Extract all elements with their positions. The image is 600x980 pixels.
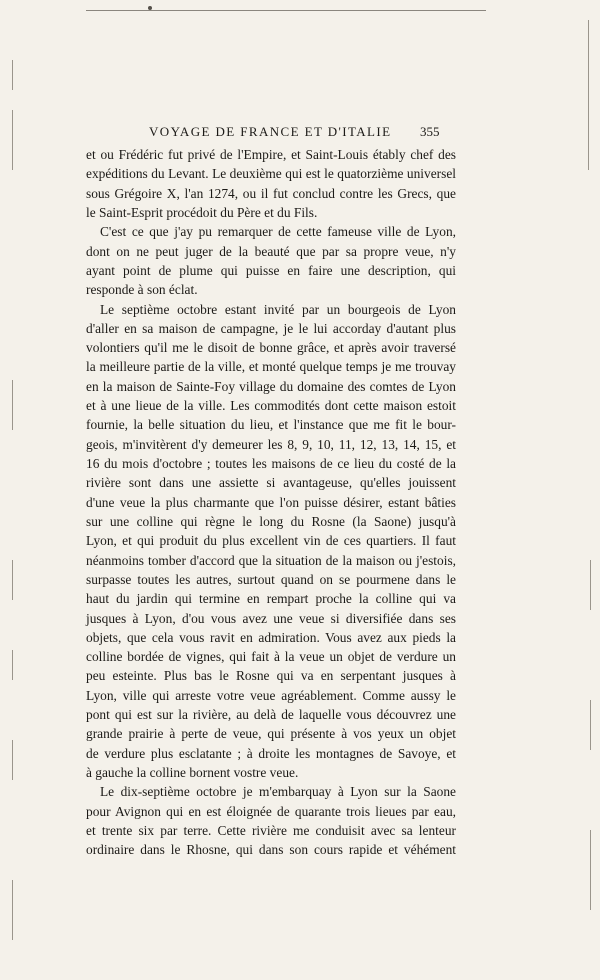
text-line: et trente six par terre. Cette rivière me conduisit avec sa lenteur	[86, 822, 456, 838]
text-line: grande prairie à perte de veue, qui présente à vos yeux un objet	[86, 726, 456, 742]
paragraph	[86, 222, 456, 299]
left-margin-line	[12, 650, 13, 680]
text-line: le Saint-Esprit procédoit du Père et du Fils.	[86, 204, 318, 220]
text-line: jusques à Lyon, d'ou vous avez une veue si diversifiée dans ses	[86, 610, 456, 626]
text-line: pont qui est sur la rivière, au delà de laquelle vous découvrez une	[86, 707, 456, 723]
text-line: expéditions du Levant. Le deuxième qui est le quatorzième universel	[86, 166, 456, 182]
text-line: peu esteinte. Plus bas le Rosne qui va en serpentant jusques à	[86, 668, 456, 684]
left-margin-line	[12, 880, 13, 940]
text-line: et à une lieue de la ville. Les commodités dont cette maison estoit	[86, 398, 456, 414]
right-margin-line	[590, 700, 591, 750]
left-margin-line	[12, 740, 13, 780]
text-line: Le septième octobre estant invité par un bourgeois de Lyon	[100, 301, 456, 317]
text-line: d'une veue la plus charmante que l'on puisse désirer, estant bâties	[86, 494, 456, 510]
text-line: haut du jardin qui termine en rempart proche la colline qui va	[86, 591, 456, 607]
left-margin-line	[12, 380, 13, 430]
paragraph	[86, 782, 456, 859]
text-line: néanmoins tomber d'accord que la situation de la maison ou j'estois,	[86, 552, 456, 568]
text-line: dont on ne peut juger de la beauté que par sa propre veue, n'y	[86, 243, 456, 259]
text-line: ordinaire dans le Rhosne, qui dans son cours rapide et véhément	[86, 842, 456, 858]
text-line: ayant point de plume qui puisse en faire une description, qui	[86, 262, 456, 278]
text-line: rivière sont dans une assiette si avantageuse, qu'elles jouissent	[86, 475, 456, 491]
text-line: à gauche la colline bornent vostre veue.	[86, 765, 299, 780]
text-line: geois, m'invitèrent d'y demeurer les 8, 9, 10, 11, 12, 13, 14, 15, et	[86, 436, 456, 452]
text-line: de verdure plus esclatante ; à droite les montagnes de Savoye, et	[86, 745, 456, 761]
top-rule	[86, 10, 486, 11]
text-line: Le dix-septième octobre je m'embarquay à Lyon sur la Saone	[100, 784, 456, 800]
left-margin-line	[12, 60, 13, 90]
right-margin-line	[590, 830, 591, 910]
text-line: sous Grégoire X, l'an 1274, ou il fut conclud contre les Grecs, que	[86, 185, 456, 201]
body-text	[86, 145, 456, 860]
text-line: volontiers qu'il me le disoit de bonne grâce, et après avoir traversé	[86, 340, 456, 356]
text-line: objets, que cela vous ravit en admiration. Vous avez aux pieds la	[86, 629, 456, 645]
text-line: pour Avignon qui en est éloignée de quarante trois lieues par eau,	[86, 803, 456, 819]
text-line: la meilleure partie de la ville, et monté quelque temps je me trouvay	[86, 359, 456, 375]
text-line: en la maison de Sainte-Foy village du domaine des comtes de Lyon	[86, 378, 456, 394]
text-line: d'aller en sa maison de campagne, je le lui accorday d'autant plus	[86, 320, 456, 336]
left-margin-line	[12, 560, 13, 600]
paragraph	[86, 300, 456, 783]
text-line: 16 du mois d'octobre ; toutes les maisons de ce lieu du costé de la	[86, 456, 456, 471]
text-line: responde à son éclat.	[86, 282, 198, 298]
text-line: surpasse toutes les autres, surtout quand on se pourmene dans le	[86, 571, 456, 587]
text-line: C'est ce que j'ay pu remarquer de cette fameuse ville de Lyon,	[100, 224, 456, 240]
page-header	[0, 124, 600, 144]
ink-mark	[148, 6, 152, 10]
text-line: sur une colline qui règne le long du Rosne (la Saone) jusqu'à	[86, 513, 456, 529]
running-head: VOYAGE DE FRANCE ET D'ITALIE	[149, 124, 392, 139]
text-line: colline bordée de vignes, qui fait à la veue un objet de verdure un	[86, 649, 456, 665]
text-line: fournie, la belle situation du lieu, et l'instance que me fit le bour-	[86, 417, 456, 433]
right-margin-line	[590, 560, 591, 610]
page-number: 355	[420, 124, 440, 139]
text-line: Lyon, ville qui arreste votre veue agréablement. Comme aussy le	[86, 687, 456, 703]
text-line: Lyon, et qui produit du plus excellent vin de ces quartiers. Il faut	[86, 533, 456, 549]
right-margin-line	[588, 20, 589, 170]
text-line: et ou Frédéric fut privé de l'Empire, et Saint-Louis étably chef des	[86, 147, 456, 162]
paragraph	[86, 145, 456, 222]
